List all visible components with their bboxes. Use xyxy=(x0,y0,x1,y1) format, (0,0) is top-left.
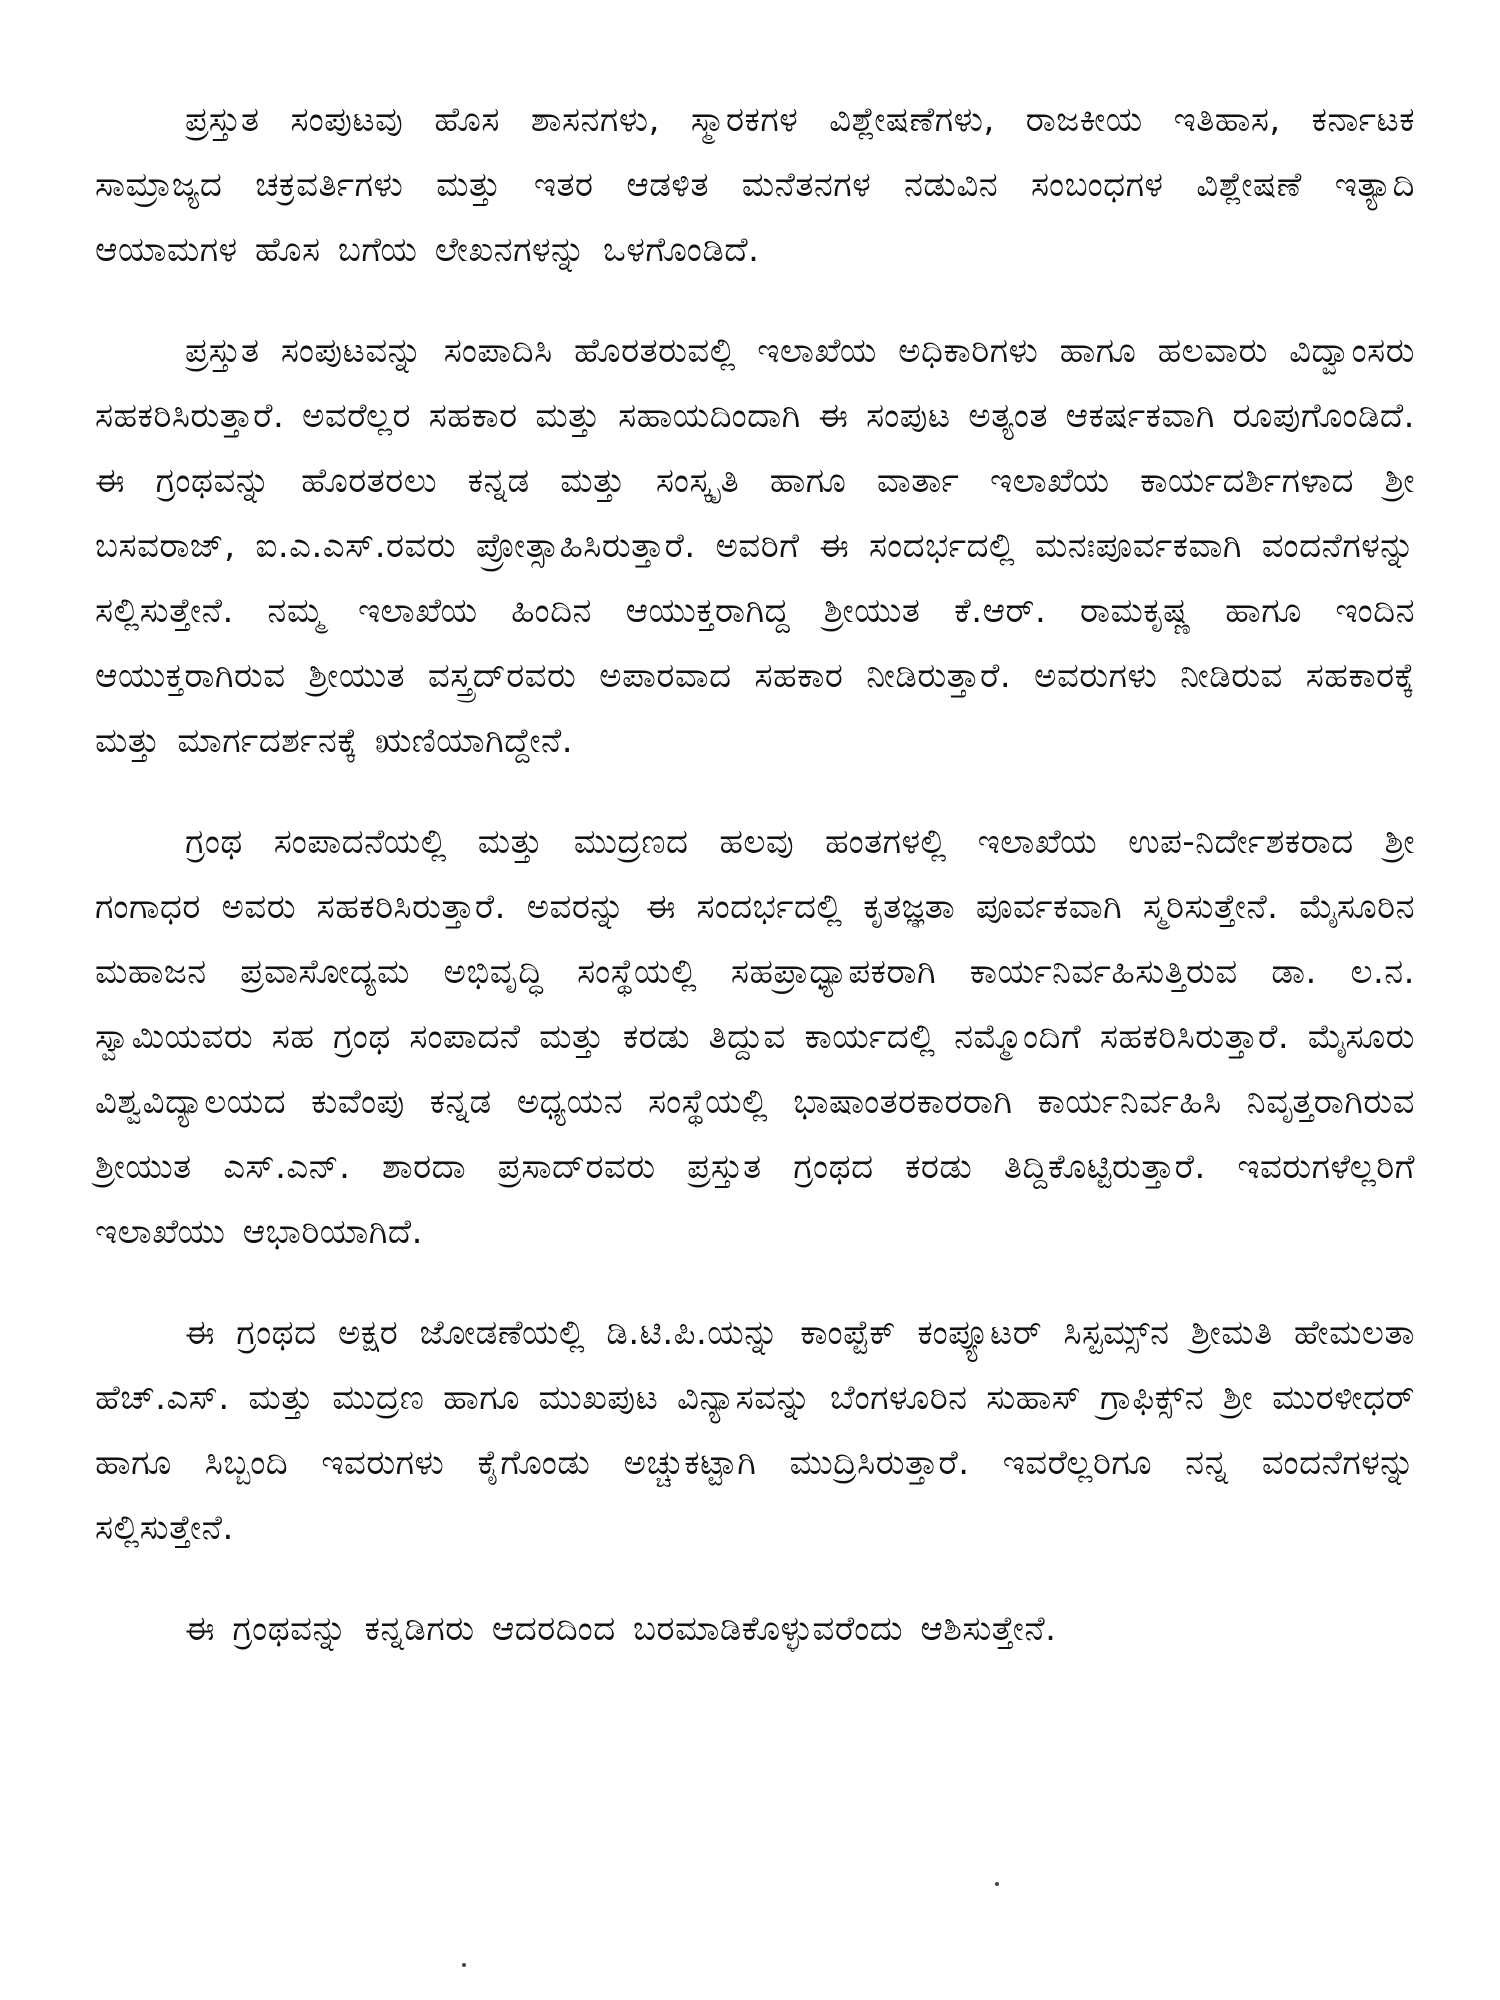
document-body xyxy=(95,88,1415,1698)
paragraph-4: ಈ ಗ್ರಂಥದ ಅಕ್ಷರ ಜೋಡಣೆಯಲ್ಲಿ ಡಿ.ಟಿ.ಪಿ.ಯನ್ನು ಕಾಂಪ್ಟೆಕ್ ಕಂಪ್ಯೂಟರ್ ಸಿಸ್ಟಮ್ಸ್‌ನ ಶ್ರೀಮತಿ ಹೇಮಲತಾ ಹೆಚ್.ಎಸ್. ಮತ್ತು ಮುದ್ರಣ ಹಾಗೂ ಮುಖಪುಟ ವಿನ್ಯಾಸವನ್ನು ಬೆಂಗಳೂರಿನ ಸುಹಾಸ್ ಗ್ರಾಫಿಕ್ಸ್‌ನ ಶ್ರೀ ಮುರಳೀಧರ್ ಹಾಗೂ ಸಿಬ್ಬಂದಿ ಇವರುಗಳು ಕೈಗೊಂಡು ಅಚ್ಚುಕಟ್ಟಾಗಿ ಮುದ್ರಿಸಿರುತ್ತಾರೆ. ಇವರೆಲ್ಲರಿಗೂ ನನ್ನ ವಂದನೆಗಳನ್ನು ಸಲ್ಲಿಸುತ್ತೇನೆ. xyxy=(95,1313,1415,1548)
paragraph-3: ಗ್ರಂಥ ಸಂಪಾದನೆಯಲ್ಲಿ ಮತ್ತು ಮುದ್ರಣದ ಹಲವು ಹಂತಗಳಲ್ಲಿ ಇಲಾಖೆಯ ಉಪ-ನಿರ್ದೇಶಕರಾದ ಶ್ರೀ ಗಂಗಾಧರ ಅವರು ಸಹಕರಿಸಿರುತ್ತಾರೆ. ಅವರನ್ನು ಈ ಸಂದರ್ಭದಲ್ಲಿ ಕೃತಜ್ಞತಾ ಪೂರ್ವಕವಾಗಿ ಸ್ಮರಿಸುತ್ತೇನೆ. ಮೈಸೂರಿನ ಮಹಾಜನ ಪ್ರವಾಸೋದ್ಯಮ ಅಭಿವೃದ್ಧಿ ಸಂಸ್ಥೆಯಲ್ಲಿ ಸಹಪ್ರಾಧ್ಯಾಪಕರಾಗಿ ಕಾರ್ಯನಿರ್ವಹಿಸುತ್ತಿರುವ ಡಾ. ಲ.ನ. ಸ್ವಾಮಿಯವರು ಸಹ ಗ್ರಂಥ ಸಂಪಾದನೆ ಮತ್ತು ಕರಡು ತಿದ್ದುವ ಕಾರ್ಯದಲ್ಲಿ ನಮ್ಮೊಂದಿಗೆ ಸಹಕರಿಸಿರುತ್ತಾರೆ. ಮೈಸೂರು ವಿಶ್ವವಿದ್ಯಾಲಯದ ಕುವೆಂಪು ಕನ್ನಡ ಅಧ್ಯಯನ ಸಂಸ್ಥೆಯಲ್ಲಿ ಭಾಷಾಂತರಕಾರರಾಗಿ ಕಾರ್ಯನಿರ್ವಹಿಸಿ ನಿವೃತ್ತರಾಗಿರುವ ಶ್ರೀಯುತ ಎಸ್.ಎನ್. ಶಾರದಾ ಪ್ರಸಾದ್‌ರವರು ಪ್ರಸ್ತುತ ಗ್ರಂಥದ ಕರಡು ತಿದ್ದಿಕೊಟ್ಟಿರುತ್ತಾರೆ. ಇವರುಗಳೆಲ್ಲರಿಗೆ ಇಲಾಖೆಯು ಆಭಾರಿಯಾಗಿದೆ. xyxy=(95,822,1415,1252)
scan-speck xyxy=(995,1882,999,1886)
paragraph-2: ಪ್ರಸ್ತುತ ಸಂಪುಟವನ್ನು ಸಂಪಾದಿಸಿ ಹೊರತರುವಲ್ಲಿ ಇಲಾಖೆಯ ಅಧಿಕಾರಿಗಳು ಹಾಗೂ ಹಲವಾರು ವಿದ್ವಾಂಸರು ಸಹಕರಿಸಿರುತ್ತಾರೆ. ಅವರೆಲ್ಲರ ಸಹಕಾರ ಮತ್ತು ಸಹಾಯದಿಂದಾಗಿ ಈ ಸಂಪುಟ ಅತ್ಯಂತ ಆಕರ್ಷಕವಾಗಿ ರೂಪುಗೊಂಡಿದೆ. ಈ ಗ್ರಂಥವನ್ನು ಹೊರತರಲು ಕನ್ನಡ ಮತ್ತು ಸಂಸ್ಕೃತಿ ಹಾಗೂ ವಾರ್ತಾ ಇಲಾಖೆಯ ಕಾರ್ಯದರ್ಶಿಗಳಾದ ಶ್ರೀ ಬಸವರಾಜ್, ಐ.ಎ.ಎಸ್.ರವರು ಪ್ರೋತ್ಸಾಹಿಸಿರುತ್ತಾರೆ. ಅವರಿಗೆ ಈ ಸಂದರ್ಭದಲ್ಲಿ ಮನಃಪೂರ್ವಕವಾಗಿ ವಂದನೆಗಳನ್ನು ಸಲ್ಲಿಸುತ್ತೇನೆ. ನಮ್ಮ ಇಲಾಖೆಯ ಹಿಂದಿನ ಆಯುಕ್ತರಾಗಿದ್ದ ಶ್ರೀಯುತ ಕೆ.ಆರ್. ರಾಮಕೃಷ್ಣ ಹಾಗೂ ಇಂದಿನ ಆಯುಕ್ತರಾಗಿರುವ ಶ್ರೀಯುತ ವಸ್ತ್ರದ್‌ರವರು ಅಪಾರವಾದ ಸಹಕಾರ ನೀಡಿರುತ್ತಾರೆ. ಅವರುಗಳು ನೀಡಿರುವ ಸಹಕಾರಕ್ಕೆ ಮತ್ತು ಮಾರ್ಗದರ್ಶನಕ್ಕೆ ಋಣಿಯಾಗಿದ್ದೇನೆ. xyxy=(95,331,1415,761)
paragraph-1: ಪ್ರಸ್ತುತ ಸಂಪುಟವು ಹೊಸ ಶಾಸನಗಳು, ಸ್ಮಾರಕಗಳ ವಿಶ್ಲೇಷಣೆಗಳು, ರಾಜಕೀಯ ಇತಿಹಾಸ, ಕರ್ನಾಟಕ ಸಾಮ್ರಾಜ್ಯದ ಚಕ್ರವರ್ತಿಗಳು ಮತ್ತು ಇತರ ಆಡಳಿತ ಮನೆತನಗಳ ನಡುವಿನ ಸಂಬಂಧಗಳ ವಿಶ್ಲೇಷಣೆ ಇತ್ಯಾದಿ ಆಯಾಮಗಳ ಹೊಸ ಬಗೆಯ ಲೇಖನಗಳನ್ನು ಒಳಗೊಂಡಿದೆ. xyxy=(95,100,1415,270)
paragraph-5: ಈ ಗ್ರಂಥವನ್ನು ಕನ್ನಡಿಗರು ಆದರದಿಂದ ಬರಮಾಡಿಕೊಳ್ಳುವರೆಂದು ಆಶಿಸುತ್ತೇನೆ. xyxy=(185,1609,1057,1649)
scan-speck xyxy=(462,1963,466,1967)
